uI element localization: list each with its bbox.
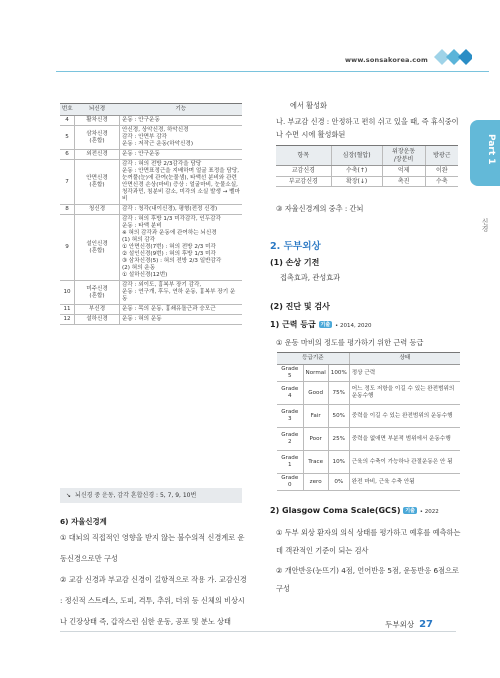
website-url: www.sonsakorea.com bbox=[344, 56, 428, 64]
exam-years-value: 2022 bbox=[424, 509, 439, 515]
nerve-number: 12 bbox=[60, 315, 75, 325]
grade-cell: Grade 5 bbox=[277, 365, 303, 382]
nerve-function: 운동 : 혀의 운동 bbox=[120, 315, 243, 325]
grade-state-cell: 근육의 수축이 가능하나 관절운동은 안 됨 bbox=[349, 451, 460, 474]
nerve-function: 감각 : 혀의 전방 2/3감각을 담당 운동 : 안면표정근을 지배하며 얼굴 표정을 담당, 눈꺼풀(눈)에 관여(눈물샘), 타액선 분비와 관련 안면신경 손상(마비) 증상 : 얼굴마비, 눈물소실, 청각과민, 침분비 감소, 미각의 소실 발생 → 벨마비 bbox=[120, 160, 243, 205]
grade-name-cell: Good bbox=[303, 382, 328, 405]
table-row bbox=[277, 382, 460, 405]
exam-badge: 기출 bbox=[320, 322, 331, 328]
grade-state-cell: 중력을 이길 수 있는 완전범위의 운동수행 bbox=[349, 405, 460, 428]
nerve-name: 청신경 bbox=[75, 205, 120, 215]
table-row bbox=[277, 451, 460, 474]
grade-cell: Grade 1 bbox=[277, 451, 303, 474]
grade-pct-cell: 25% bbox=[328, 428, 349, 451]
col-header-grade: 등급기준 bbox=[277, 353, 349, 365]
gcs-item-1: ① 두부 외상 환자의 의식 상태를 평가하고 예후를 예측하는데 객관적인 기준이 되는 검사 bbox=[276, 528, 461, 555]
subject-label: 신경 bbox=[481, 218, 489, 232]
grade-pct-cell: 0% bbox=[328, 474, 349, 491]
nerve-name: 설하신경 bbox=[75, 315, 120, 325]
grade-name-cell: Poor bbox=[303, 428, 328, 451]
muscle-grade-text: ① 운동 마비의 정도를 평가하기 위한 근력 등급 bbox=[276, 338, 424, 347]
nerve-name: 설인신경 (혼합) bbox=[75, 215, 120, 281]
grade-pct-cell: 100% bbox=[328, 365, 349, 382]
nerve-name: 외전신경 bbox=[75, 150, 120, 160]
page-number: 27 bbox=[419, 619, 433, 630]
nerve-name: 부신경 bbox=[75, 305, 120, 315]
grade-state-cell: 정상 근력 bbox=[349, 365, 460, 382]
table-cell: 확장(↓) bbox=[331, 176, 382, 187]
nerve-function: 운동 : 목의 운동, 흉쇄유돌근과 승모근 bbox=[120, 305, 243, 315]
table-row bbox=[60, 205, 242, 215]
cranial-nerve-table bbox=[60, 103, 242, 325]
exam-years: • 2014, 2020 bbox=[334, 323, 372, 329]
nerve-number: 10 bbox=[60, 281, 75, 305]
grade-name-cell: Trace bbox=[303, 451, 328, 474]
muscle-grade-table bbox=[277, 352, 460, 491]
nerve-name: 활차신경 bbox=[75, 116, 120, 126]
autonomic-item-2: ② 교감 신경과 부교감 신경이 길항적으로 작용 가. 교감신경 : 정신적 스트레스, 도피, 격투, 추위, 더위 등 신체의 비상시나 긴장상태 즉, 갑작스런 심한 운동, 공포 및 분노 상태 bbox=[60, 575, 247, 626]
nerve-function: 안신경, 상악신경, 하악신경 감각 : 안면부 감각 운동 : 저작근 운동(하악신경) bbox=[120, 126, 243, 150]
nerve-function: 운동 : 안구운동 bbox=[120, 116, 243, 126]
table-row bbox=[60, 150, 242, 160]
col-header-number: 번호 bbox=[60, 104, 75, 116]
exam-years: • 2022 bbox=[419, 509, 439, 515]
table-row bbox=[277, 365, 460, 382]
grade-cell: Grade 4 bbox=[277, 382, 303, 405]
subsection-mechanism: (1) 손상 기전 bbox=[270, 258, 320, 267]
table-cell: 수축(↑) bbox=[331, 166, 382, 177]
nerve-name: 미주신경 (혼합) bbox=[75, 281, 120, 305]
grade-state-cell: 중력을 없애면 부분적 범위에서 운동수행 bbox=[349, 428, 460, 451]
nerve-number: 6 bbox=[60, 150, 75, 160]
grade-state-cell: 완전 마비, 근육 수축 안됨 bbox=[349, 474, 460, 491]
grade-name-cell: zero bbox=[303, 474, 328, 491]
table-cell: 이완 bbox=[425, 166, 458, 177]
footer bbox=[385, 619, 433, 630]
table-row bbox=[60, 215, 242, 281]
table-row bbox=[60, 281, 242, 305]
col-header: 심장(혈압) bbox=[331, 146, 382, 166]
grade-pct-cell: 50% bbox=[328, 405, 349, 428]
col-header-nerve: 뇌신경 bbox=[75, 104, 120, 116]
mixed-nerve-note bbox=[60, 488, 242, 503]
table-row bbox=[60, 126, 242, 150]
note-text: 뇌신경 중 운동, 감각 혼합신경 : 5, 7, 9, 10번 bbox=[75, 492, 197, 499]
muscle-grade-title: 1) 근력 등급 bbox=[270, 320, 316, 329]
gcs-title: 2) Glasgow Coma Scale(GCS) bbox=[270, 506, 401, 515]
grade-name-cell: Fair bbox=[303, 405, 328, 428]
nerve-number: 7 bbox=[60, 160, 75, 205]
footer-rule bbox=[60, 631, 456, 632]
nerve-number: 9 bbox=[60, 215, 75, 281]
table-cell: 억제 bbox=[382, 166, 425, 177]
grade-pct-cell: 75% bbox=[328, 382, 349, 405]
grade-cell: Grade 2 bbox=[277, 428, 303, 451]
nerve-number: 4 bbox=[60, 116, 75, 126]
nerve-function: 감각 : 혀의 후방 1/3 미각감각, 인두감각 운동 : 타액 분비 ※ 혀의 감각과 운동에 관여하는 뇌신경 (1) 혀의 감각 ① 안면신경(7번) : 혀의 전방 2/3 미각 ② 설인신경(9번) : 혀의 후방 1/3 미각 ③ 삼차신경(5) : 혀의 전방 2/3 일반감각 (2) 혀의 운동 ① 설하신경(12번) bbox=[120, 215, 243, 281]
text-line: 에서 활성화 bbox=[290, 101, 328, 110]
nerve-function: 감각 : 외이도, 흉복부 장기 감각, 운동 : 연구개, 후두, 연하 운동, 흉복부 장기 운동 bbox=[120, 281, 243, 305]
header-rule bbox=[56, 71, 489, 72]
col-header: 위장운동 /장분비 bbox=[382, 146, 425, 166]
table-row bbox=[277, 428, 460, 451]
table-cell: 부교감신경 bbox=[276, 176, 331, 187]
grade-pct-cell: 10% bbox=[328, 451, 349, 474]
nerve-function: 감각 : 청각(내이신경), 평형(전정 신경) bbox=[120, 205, 243, 215]
subsection-diagnosis: (2) 진단 및 검사 bbox=[270, 302, 330, 311]
header-decoration-icon bbox=[432, 47, 472, 67]
exam-badge: 기출 bbox=[405, 508, 415, 514]
muscle-grade-heading bbox=[270, 319, 371, 330]
nerve-name: 안면신경 (혼합) bbox=[75, 160, 120, 205]
gcs-heading bbox=[270, 506, 439, 515]
table-cell: 촉진 bbox=[382, 176, 425, 187]
exam-years-value: 2014, 2020 bbox=[339, 323, 372, 329]
nerve-number: 8 bbox=[60, 205, 75, 215]
table-row bbox=[277, 474, 460, 491]
grade-name-cell: Normal bbox=[303, 365, 328, 382]
autonomic-heading: 6) 자율신경계 bbox=[60, 517, 107, 526]
col-header: 방광근 bbox=[425, 146, 458, 166]
table-row bbox=[60, 315, 242, 325]
table-row bbox=[60, 116, 242, 126]
table-row bbox=[277, 405, 460, 428]
table-row bbox=[276, 166, 458, 177]
parasympathetic-text: 나. 부교감 신경 : 안정하고 편히 쉬고 있을 때, 즉 휴식중이나 수면 시에 활성화된 bbox=[276, 117, 459, 139]
part-tab-label: Part 1 bbox=[486, 134, 496, 165]
nerve-function: 운동 : 안구운동 bbox=[120, 150, 243, 160]
nerve-number: 5 bbox=[60, 126, 75, 150]
autonomic-item-1: ① 대뇌의 직접적인 영향을 받지 않는 불수의적 신경계로 운동신경으로만 구성 bbox=[60, 533, 245, 563]
table-cell: 수축 bbox=[425, 176, 458, 187]
arrow-icon: ↘ bbox=[66, 492, 72, 499]
col-header-function: 기능 bbox=[120, 104, 243, 116]
table-row bbox=[60, 160, 242, 205]
table-cell: 교감신경 bbox=[276, 166, 331, 177]
autonomic-center-text: ③ 자율신경계의 중추 : 간뇌 bbox=[276, 204, 364, 213]
grade-cell: Grade 3 bbox=[277, 405, 303, 428]
grade-cell: Grade 0 bbox=[277, 474, 303, 491]
footer-label: 두부외상 bbox=[385, 620, 415, 629]
gcs-item-2: ② 개안반응(눈뜨기) 4점, 언어반응 5점, 운동반응 6점으로 구성 bbox=[276, 566, 459, 593]
autonomic-compare-table bbox=[276, 145, 458, 187]
table-row bbox=[60, 305, 242, 315]
nerve-number: 11 bbox=[60, 305, 75, 315]
grade-state-cell: 어느 정도 저항을 이길 수 있는 완전범위의 운동수행 bbox=[349, 382, 460, 405]
table-row bbox=[276, 176, 458, 187]
col-header: 항목 bbox=[276, 146, 331, 166]
mechanism-text: 접촉효과, 관성효과 bbox=[280, 273, 341, 282]
nerve-name: 삼차신경 (혼합) bbox=[75, 126, 120, 150]
col-header-state: 상태 bbox=[349, 353, 460, 365]
section-head-injury: 2. 두부외상 bbox=[270, 241, 321, 252]
